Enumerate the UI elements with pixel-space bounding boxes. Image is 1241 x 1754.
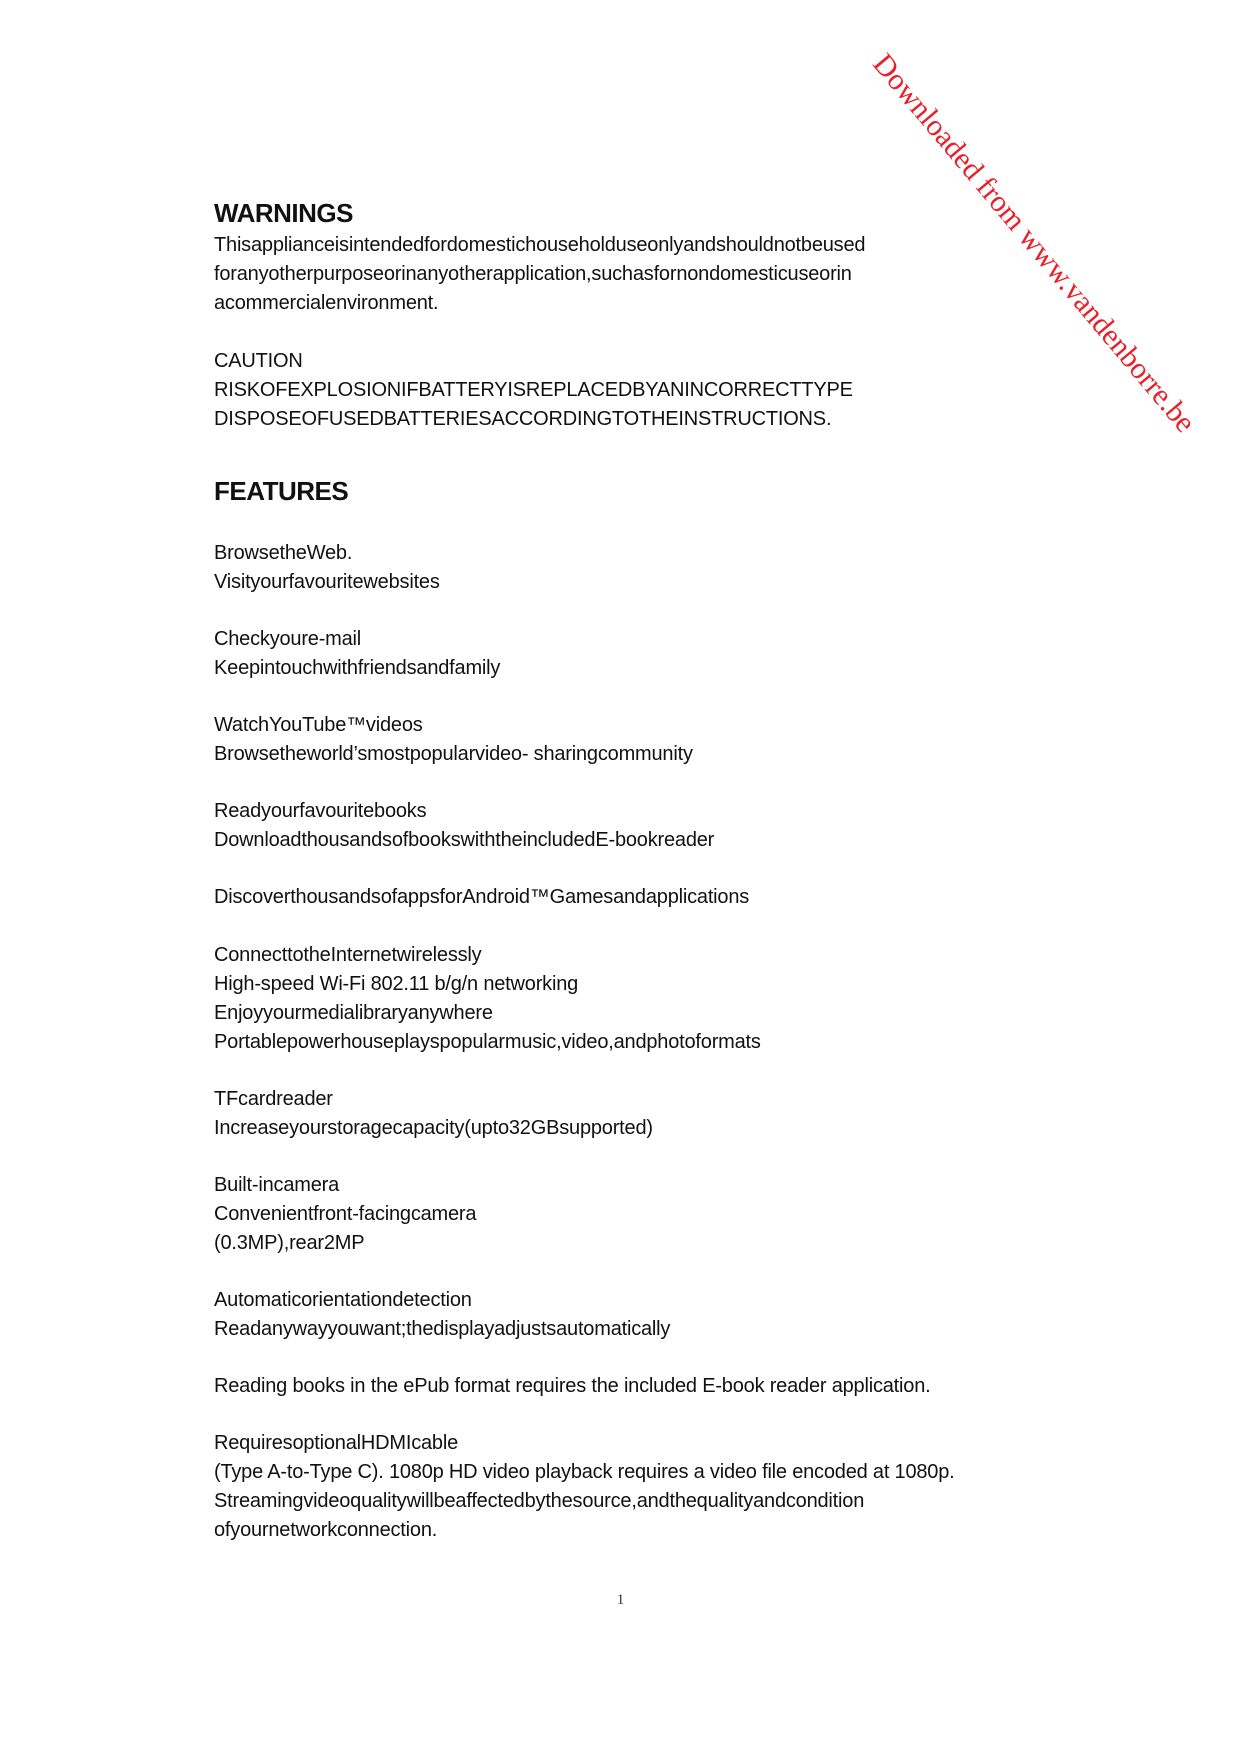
feature-line: Checkyoure-mail (214, 628, 362, 650)
feature-group (214, 539, 440, 597)
feature-line: ofyournetworkconnection. (214, 1519, 438, 1541)
caution-line: RISKOFEXPLOSIONIFBATTERYISREPLACEDBYANINCORRECTTYPE (214, 379, 853, 401)
feature-line: Streamingvideoqualitywillbeaffectedbythesource,andthequalityandcondition (214, 1490, 865, 1512)
warnings-paragraph (214, 231, 865, 318)
feature-line: High-speed Wi-Fi 802.11 b/g/n networking (214, 973, 579, 995)
feature-line: ConnecttotheInternetwirelessly (214, 944, 482, 966)
feature-line: (Type A-to-Type C). 1080p HD video playback requires a video file encoded at 1080p. (214, 1461, 955, 1483)
feature-line: Keepintouchwithfriendsandfamily (214, 657, 501, 679)
feature-group (214, 883, 749, 912)
feature-line: Readyourfavouritebooks (214, 800, 427, 822)
feature-line: Increaseyourstoragecapacity(upto32GBsupported) (214, 1117, 653, 1139)
warnings-line: acommercialenvironment. (214, 292, 439, 314)
feature-line: Enjoyyourmedialibraryanywhere (214, 1002, 493, 1024)
feature-group (214, 711, 693, 769)
feature-line: Reading books in the ePub format requires the included E-book reader application. (214, 1375, 931, 1397)
feature-line: Automaticorientationdetection (214, 1289, 472, 1311)
feature-group (214, 1429, 955, 1545)
feature-group (214, 797, 714, 855)
feature-line: WatchYouTube™videos (214, 714, 423, 736)
warnings-heading: WARNINGS (214, 198, 353, 228)
feature-line: Convenientfront-facingcamera (214, 1203, 477, 1225)
feature-line: BrowsetheWeb. (214, 542, 353, 564)
feature-group (214, 1286, 670, 1344)
feature-line: DownloadthousandsofbookswiththeincludedE-bookreader (214, 829, 715, 851)
warnings-line: Thisapplianceisintendedfordomestichouseholduseonlyandshouldnotbeused (214, 234, 866, 256)
features-heading: FEATURES (214, 476, 349, 506)
feature-group (214, 1085, 653, 1143)
warnings-line: foranyotherpurposeorinanyotherapplication,suchasfornondomesticuseorin (214, 263, 852, 285)
feature-line: Portablepowerhouseplayspopularmusic,video,andphotoformats (214, 1031, 761, 1053)
feature-group (214, 625, 500, 683)
feature-group (214, 941, 761, 1057)
feature-line: Browsetheworld’smostpopularvideo- sharingcommunity (214, 743, 693, 765)
feature-group (214, 1171, 476, 1258)
feature-group (214, 1372, 930, 1401)
feature-line: RequiresoptionalHDMIcable (214, 1432, 459, 1454)
feature-line: TFcardreader (214, 1088, 333, 1110)
feature-line: Built-incamera (214, 1174, 340, 1196)
download-watermark: Downloaded from www.vandenborre.be (866, 47, 1203, 439)
page-number: 1 (616, 1592, 625, 1608)
feature-line: Readanywayyouwant;thedisplayadjustsautomatically (214, 1318, 671, 1340)
caution-line: DISPOSEOFUSEDBATTERIESACCORDINGTOTHEINSTRUCTIONS. (214, 408, 832, 430)
caution-line: CAUTION (214, 350, 303, 372)
feature-line: (0.3MP),rear2MP (214, 1232, 365, 1254)
feature-line: DiscoverthousandsofappsforAndroid™Gamesandapplications (214, 886, 750, 908)
feature-line: Visityourfavouritewebsites (214, 571, 440, 593)
caution-paragraph (214, 347, 853, 434)
